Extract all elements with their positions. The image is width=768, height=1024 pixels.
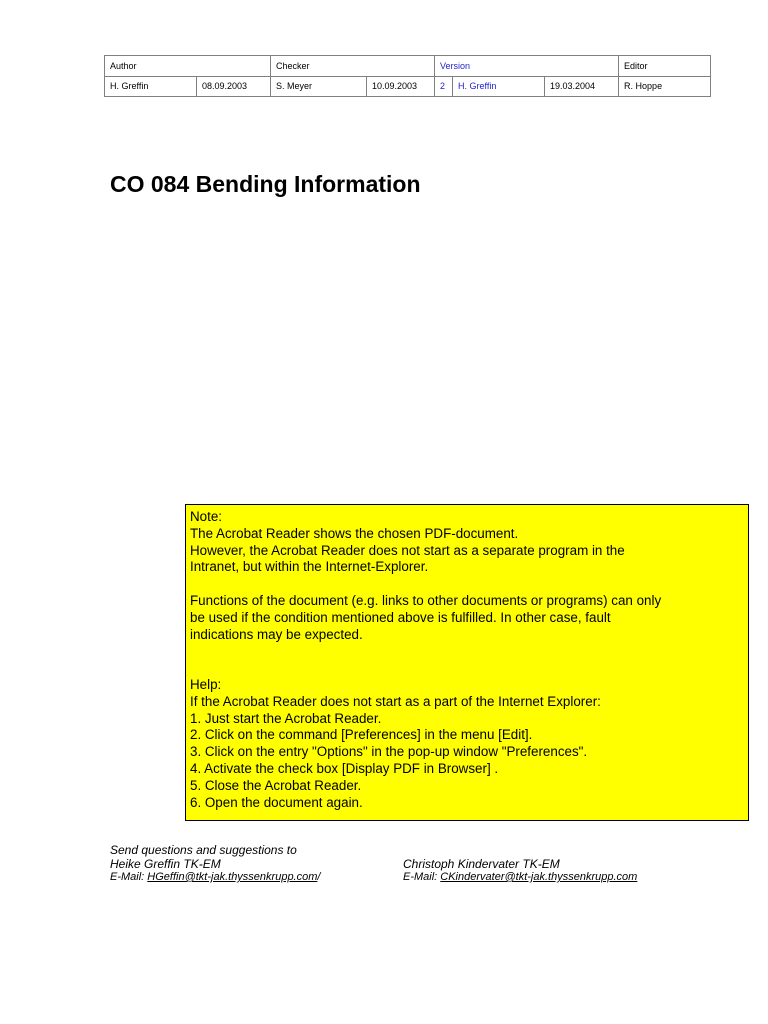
document-info-table <box>104 55 711 97</box>
contact1-name: Heike Greffin TK-EM <box>110 857 221 871</box>
document-title: CO 084 Bending Information <box>110 171 421 197</box>
info-header-row <box>105 56 711 77</box>
help-step: 3. Click on the entry "Options" in the pop-up window "Preferences". <box>190 744 588 760</box>
help-step: 2. Click on the command [Preferences] in the menu [Edit]. <box>190 727 533 743</box>
info-value-row <box>105 76 711 97</box>
contact1-email <box>110 871 320 883</box>
note-line: indications may be expected. <box>190 626 363 642</box>
help-line: Help: <box>190 676 222 692</box>
note-line: Note: <box>190 509 223 524</box>
author-date: 08.09.2003 <box>197 76 271 97</box>
version-date: 19.03.2004 <box>545 76 619 97</box>
note-line: The Acrobat Reader shows the chosen PDF-document. <box>190 525 519 541</box>
help-step: 5. Close the Acrobat Reader. <box>190 777 362 793</box>
note-spacer <box>190 576 744 593</box>
note-line: Intranet, but within the Internet-Explorer. <box>190 559 429 575</box>
help-step: 6. Open the document again. <box>190 794 363 810</box>
note-line: be used if the condition mentioned above is fulfilled. In other case, fault <box>190 609 611 625</box>
note-line: However, the Acrobat Reader does not start as a separate program in the <box>190 542 625 558</box>
editor-label: Editor <box>619 56 711 77</box>
contact2-name: Christoph Kindervater TK-EM <box>403 857 560 871</box>
note-box <box>185 504 749 821</box>
help-step: 1. Just start the Acrobat Reader. <box>190 710 382 726</box>
help-line: If the Acrobat Reader does not start as a part of the Internet Explorer: <box>190 693 601 709</box>
footer-intro: Send questions and suggestions to <box>110 843 297 857</box>
checker-name: S. Meyer <box>271 76 367 97</box>
contact1-email-link[interactable]: HGeffin@tkt-jak.thyssenkrupp.com <box>147 871 318 883</box>
note-spacer <box>190 643 744 660</box>
note-spacer <box>190 660 744 677</box>
contact1-email-label: E-Mail: <box>110 871 148 883</box>
version-number: 2 <box>435 76 453 97</box>
version-label: Version <box>435 56 619 77</box>
author-name: H. Greffin <box>105 76 197 97</box>
help-step: 4. Activate the check box [Display PDF in Browser] . <box>190 760 499 776</box>
author-label: Author <box>105 56 271 77</box>
editor-name: R. Hoppe <box>619 76 711 97</box>
contact2-email-link[interactable]: CKindervater@tkt-jak.thyssenkrupp.com <box>440 871 638 883</box>
contact2-email-label: E-Mail: <box>403 871 441 883</box>
version-name: H. Greffin <box>453 76 545 97</box>
contact1-email-suffix: / <box>317 871 321 883</box>
note-line: Functions of the document (e.g. links to other documents or programs) can only <box>190 592 662 608</box>
contact2-email <box>403 871 637 883</box>
checker-label: Checker <box>271 56 435 77</box>
checker-date: 10.09.2003 <box>367 76 435 97</box>
